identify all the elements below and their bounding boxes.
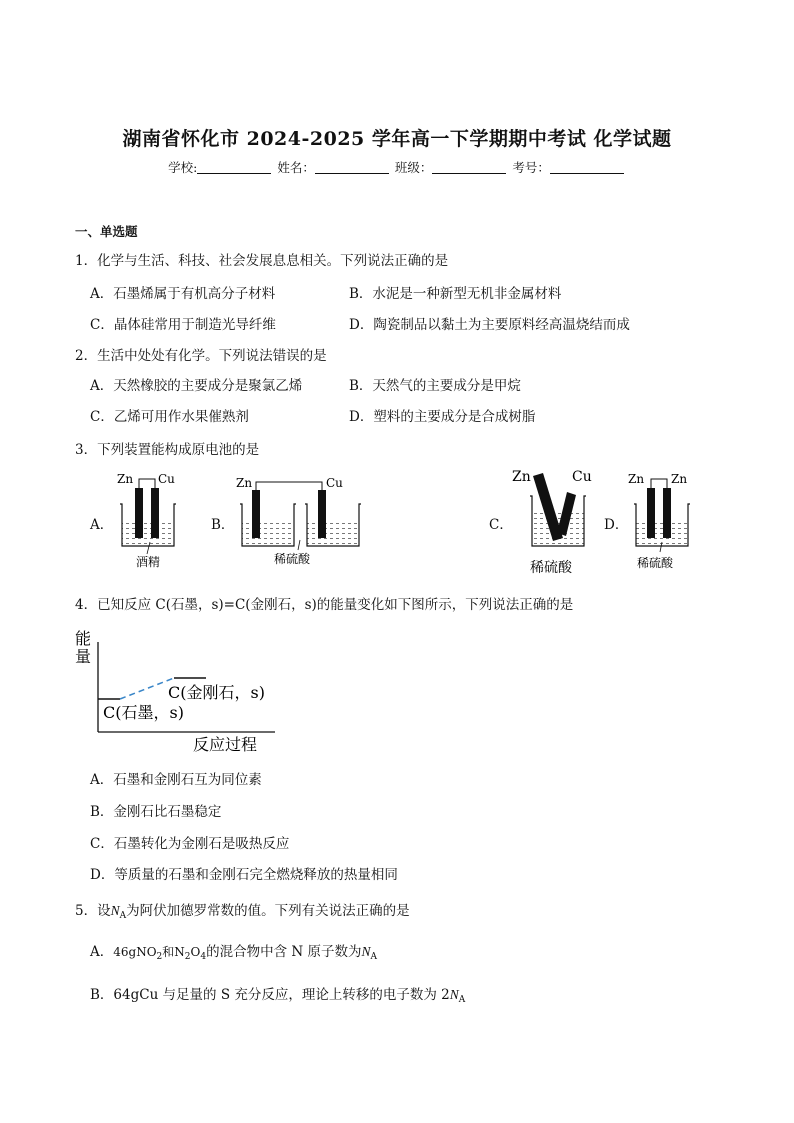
q5b-text: B．64gCu 与足量的 S 充分反应，理论上转移的电子数为 2	[90, 987, 450, 1003]
y-label-top: 能	[75, 629, 92, 648]
page-title: 湖南省怀化市 2024-2025 学年高一下学期期中考试 化学试题	[122, 128, 672, 150]
q2-option-d[interactable]: D．塑料的主要成分是合成树脂	[349, 409, 536, 425]
q5a-mid: 和N	[162, 945, 185, 959]
a-cu-label: Cu	[158, 472, 175, 486]
b-leader-line	[298, 540, 300, 550]
d-zn-electrode-left	[647, 488, 655, 538]
d-zn-electrode-right	[663, 488, 671, 538]
q3-option-a[interactable]: A．	[90, 517, 114, 533]
q4-option-c[interactable]: C．石墨转化为金刚石是吸热反应	[90, 836, 290, 852]
graphite-label: C(石墨，s)	[103, 703, 184, 722]
q5a-no2: 46gNO	[113, 945, 157, 959]
a-wire	[139, 479, 155, 488]
q2-option-b[interactable]: B．天然气的主要成分是甲烷	[349, 378, 521, 394]
q5-na-symbol: N	[110, 903, 120, 918]
q5a-prefix: A．	[90, 944, 114, 960]
energy-path-dashed	[120, 678, 174, 699]
q5-na-subscript: A	[119, 911, 127, 921]
energy-diagram	[70, 622, 300, 757]
galvanic-cell-figures	[0, 466, 794, 586]
exam-number-blank[interactable]	[550, 161, 624, 174]
q1-option-b[interactable]: B．水泥是一种新型无机非金属材料	[349, 286, 562, 302]
c-zn-label: Zn	[512, 469, 531, 485]
b-right-liquid	[307, 523, 359, 546]
q3-option-b[interactable]: B．	[211, 517, 235, 533]
school-label: 学校:	[168, 160, 198, 175]
q5a-o: O	[190, 945, 201, 959]
question-1-stem: 1．化学与生活、科技、社会发展息息相关。下列说法正确的是	[75, 253, 449, 269]
a-zn-electrode	[135, 488, 143, 538]
b-cu-electrode	[318, 490, 326, 538]
b-liquid-label: 稀硫酸	[274, 552, 311, 566]
student-info-line	[0, 158, 794, 176]
x-label: 反应过程	[193, 735, 258, 754]
c-liquid-label: 稀硫酸	[530, 560, 572, 576]
apparatus-d	[628, 472, 690, 570]
d-right-label: Zn	[671, 472, 688, 486]
class-label: 班级：	[394, 160, 433, 175]
name-label: 姓名：	[277, 160, 315, 175]
q4-option-a[interactable]: A．石墨和金刚石互为同位素	[90, 772, 262, 788]
q1-option-c[interactable]: C．晶体硅常用于制造光导纤维	[90, 317, 276, 333]
a-cu-electrode	[151, 488, 159, 538]
q5a-sub2: 2	[184, 952, 191, 962]
question-5-stem	[75, 899, 410, 921]
b-zn-label: Zn	[236, 476, 253, 490]
q5b-na-sub: A	[458, 995, 466, 1005]
question-2-stem: 2．生活中处处有化学。下列说法错误的是	[75, 348, 327, 364]
q5-stem-suffix: 为阿伏加德罗常数的值。下列有关说法正确的是	[126, 903, 410, 919]
q4-option-d[interactable]: D．等质量的石墨和金刚石完全燃烧释放的热量相同	[90, 867, 398, 883]
q5a-mass	[113, 945, 207, 962]
q5a-na-symbol: N	[361, 944, 371, 959]
diamond-label: C(金刚石，s)	[168, 683, 265, 702]
q5a-na-sub: A	[370, 952, 378, 962]
apparatus-c	[512, 469, 592, 576]
apparatus-a	[117, 472, 176, 569]
class-blank[interactable]	[432, 161, 506, 174]
c-cu-label: Cu	[572, 469, 592, 485]
q5-stem-prefix: 5．设	[75, 903, 111, 919]
q5-option-a[interactable]	[90, 940, 377, 962]
q3-option-c[interactable]: C．	[489, 517, 513, 533]
exam-number-label: 考号：	[512, 160, 550, 175]
b-zn-electrode	[252, 490, 260, 538]
q2-option-c[interactable]: C．乙烯可用作水果催熟剂	[90, 409, 249, 425]
b-left-liquid	[242, 523, 294, 546]
q5a-sub1: 2	[156, 952, 163, 962]
q5a-rest: 的混合物中含 N 原子数为	[206, 944, 362, 960]
a-zn-label: Zn	[117, 472, 134, 486]
q3-option-d[interactable]: D．	[604, 517, 629, 533]
a-liquid-label: 酒精	[136, 555, 161, 569]
a-liquid-fill	[122, 519, 174, 546]
question-3-stem: 3．下列装置能构成原电池的是	[75, 442, 260, 458]
y-label-bottom: 量	[75, 647, 92, 666]
apparatus-b	[236, 476, 361, 566]
q4-option-b[interactable]: B．金刚石比石墨稳定	[90, 804, 222, 820]
q1-option-a[interactable]: A．石墨烯属于有机高分子材料	[90, 286, 276, 302]
d-left-label: Zn	[628, 472, 645, 486]
question-4-stem: 4．已知反应 C(石墨，s)=C(金刚石，s)的能量变化如下图所示，下列说法正确的是	[75, 597, 574, 613]
b-cu-label: Cu	[326, 476, 343, 490]
q5-option-b[interactable]	[90, 983, 465, 1005]
d-wire	[651, 479, 667, 488]
q2-option-a[interactable]: A．天然橡胶的主要成分是聚氯乙烯	[90, 378, 303, 394]
school-blank[interactable]	[197, 161, 271, 174]
q1-option-d[interactable]: D．陶瓷制品以黏土为主要原料经高温烧结而成	[349, 317, 630, 333]
section-heading: 一、单选题	[75, 224, 138, 239]
d-liquid-label: 稀硫酸	[637, 556, 674, 570]
q5a-sub3: 4	[200, 952, 207, 962]
q5b-na-symbol: N	[449, 987, 459, 1002]
b-wire	[256, 482, 322, 490]
name-blank[interactable]	[315, 161, 389, 174]
